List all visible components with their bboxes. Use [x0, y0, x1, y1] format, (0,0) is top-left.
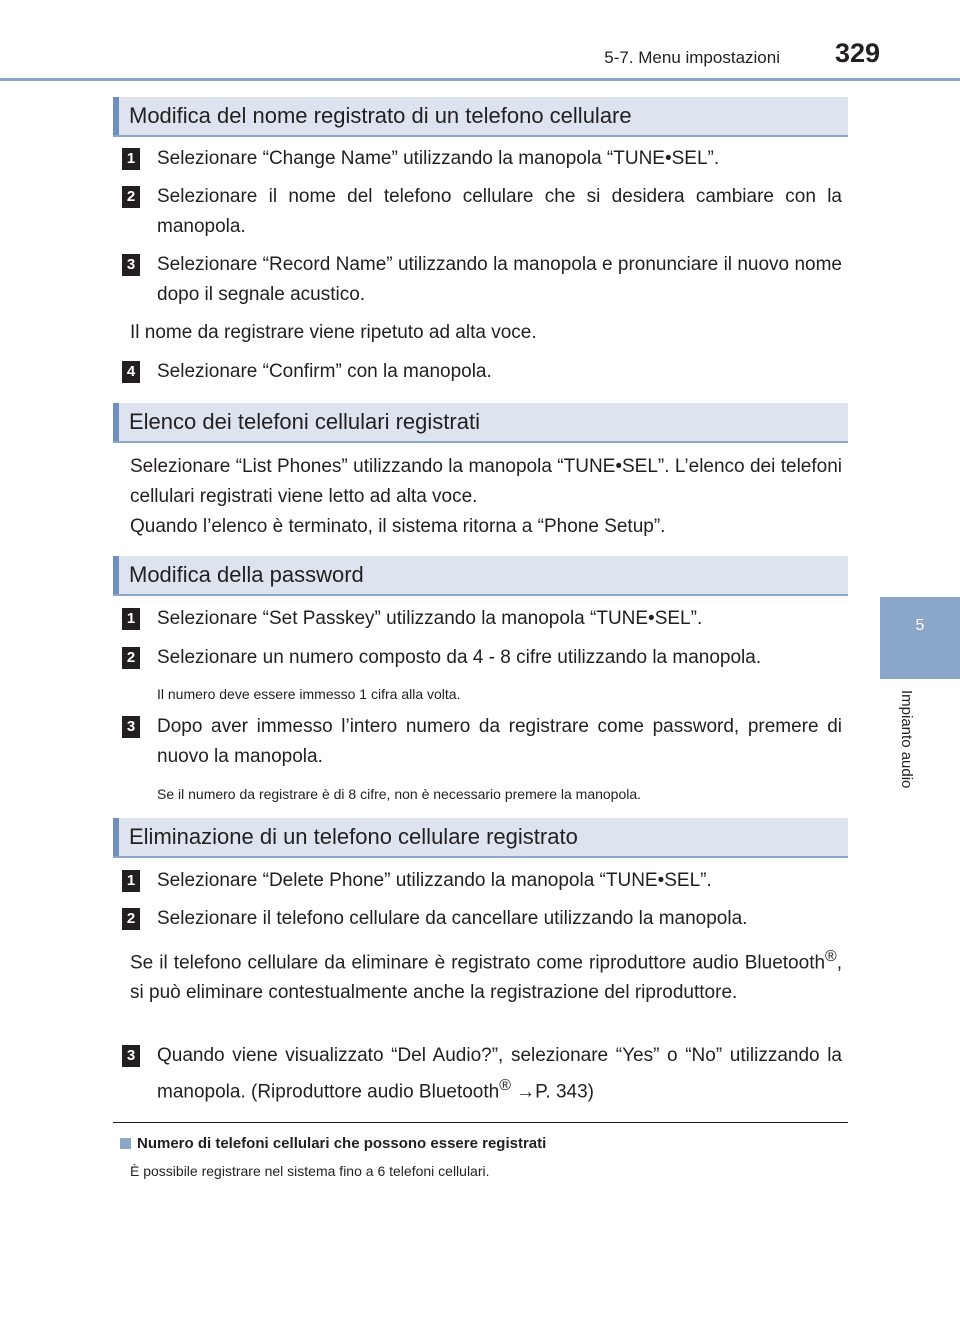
heading-accent-bar — [113, 403, 119, 441]
heading-accent-bar — [113, 97, 119, 135]
page-number: 329 — [834, 38, 880, 68]
section-title: Eliminazione di un telefono cellulare registrato — [129, 824, 578, 849]
step-text: Selezionare “Delete Phone” utilizzando la manopola “TUNE•SEL”. — [157, 870, 712, 891]
section-title: Modifica della password — [129, 562, 364, 587]
body-text: Selezionare “List Phones” utilizzando la manopola “TUNE•SEL”. L’elenco dei telefoni cellulari registrati viene letto ad alta voce. — [130, 456, 842, 507]
side-chapter-label: Impianto audio — [898, 690, 915, 789]
header-rule — [0, 78, 960, 81]
step-number: 4 — [122, 361, 140, 383]
section-title: Modifica del nome registrato di un telefono cellulare — [129, 103, 632, 128]
step-number: 1 — [122, 608, 140, 630]
step-text — [157, 1041, 842, 1107]
side-chapter-number: 5 — [915, 617, 925, 634]
section-heading — [113, 818, 848, 858]
step-text: Selezionare “Confirm” con la manopola. — [157, 361, 492, 382]
step-number: 2 — [122, 908, 140, 930]
section-heading — [113, 403, 848, 443]
heading-accent-bar — [113, 556, 119, 594]
step-number: 1 — [122, 148, 140, 170]
heading-accent-bar — [113, 818, 119, 856]
step-note: Il numero deve essere immesso 1 cifra alla volta. — [157, 686, 461, 702]
step-number: 3 — [122, 254, 140, 276]
registered-mark: ® — [499, 1077, 511, 1094]
step-text: Dopo aver immesso l’intero numero da registrare come password, premere di nuovo la manopola. — [157, 716, 842, 767]
step-text: Selezionare “Set Passkey” utilizzando la manopola “TUNE•SEL”. — [157, 608, 703, 629]
body-text — [130, 942, 842, 1008]
section-heading — [113, 97, 848, 137]
section-heading — [113, 556, 848, 596]
step-number: 3 — [122, 716, 140, 738]
footnote-title — [120, 1135, 546, 1152]
chapter-title: 5-7. Menu impostazioni — [604, 48, 780, 67]
step-text: Selezionare il telefono cellulare da cancellare utilizzando la manopola. — [157, 908, 748, 929]
page-reference: →P. 343) — [510, 1081, 594, 1103]
step-text: Selezionare il nome del telefono cellulare che si desidera cambiare con la manopola. — [157, 186, 842, 237]
step-number: 1 — [122, 870, 140, 892]
step-text: Selezionare “Change Name” utilizzando la manopola “TUNE•SEL”. — [157, 148, 720, 169]
step-text: Selezionare un numero composto da 4 - 8 cifre utilizzando la manopola. — [157, 647, 762, 668]
step-note: Il nome da registrare viene ripetuto ad alta voce. — [130, 322, 537, 343]
body-text-part: , si può eliminare contestualmente anche la registrazione del riproduttore. — [130, 952, 842, 1004]
divider — [113, 1122, 848, 1123]
registered-mark: ® — [825, 948, 837, 965]
footnote-body: È possibile registrare nel sistema fino a 6 telefoni cellulari. — [130, 1163, 490, 1179]
step-number: 3 — [122, 1045, 140, 1067]
step-text: Selezionare “Record Name” utilizzando la manopola e pronunciare il nuovo nome dopo il segnale acustico. — [157, 254, 842, 305]
body-text-part: Se il telefono cellulare da eliminare è registrato come riproduttore audio Bluetooth — [130, 952, 826, 974]
section-title: Elenco dei telefoni cellulari registrati — [129, 409, 480, 434]
footnote-title-text: Numero di telefoni cellulari che possono essere registrati — [137, 1135, 547, 1152]
step-number: 2 — [122, 647, 140, 669]
step-text-part: Quando viene visualizzato “Del Audio?”, selezionare “Yes” o “No” utilizzando la manopola. (Riproduttore audio Bluetooth — [157, 1045, 842, 1103]
step-number: 2 — [122, 186, 140, 208]
body-text: Quando l’elenco è terminato, il sistema ritorna a “Phone Setup”. — [130, 516, 666, 537]
square-bullet-icon — [120, 1138, 131, 1149]
side-chapter-tab — [880, 597, 960, 679]
step-note: Se il numero da registrare è di 8 cifre, non è necessario premere la manopola. — [157, 786, 642, 802]
